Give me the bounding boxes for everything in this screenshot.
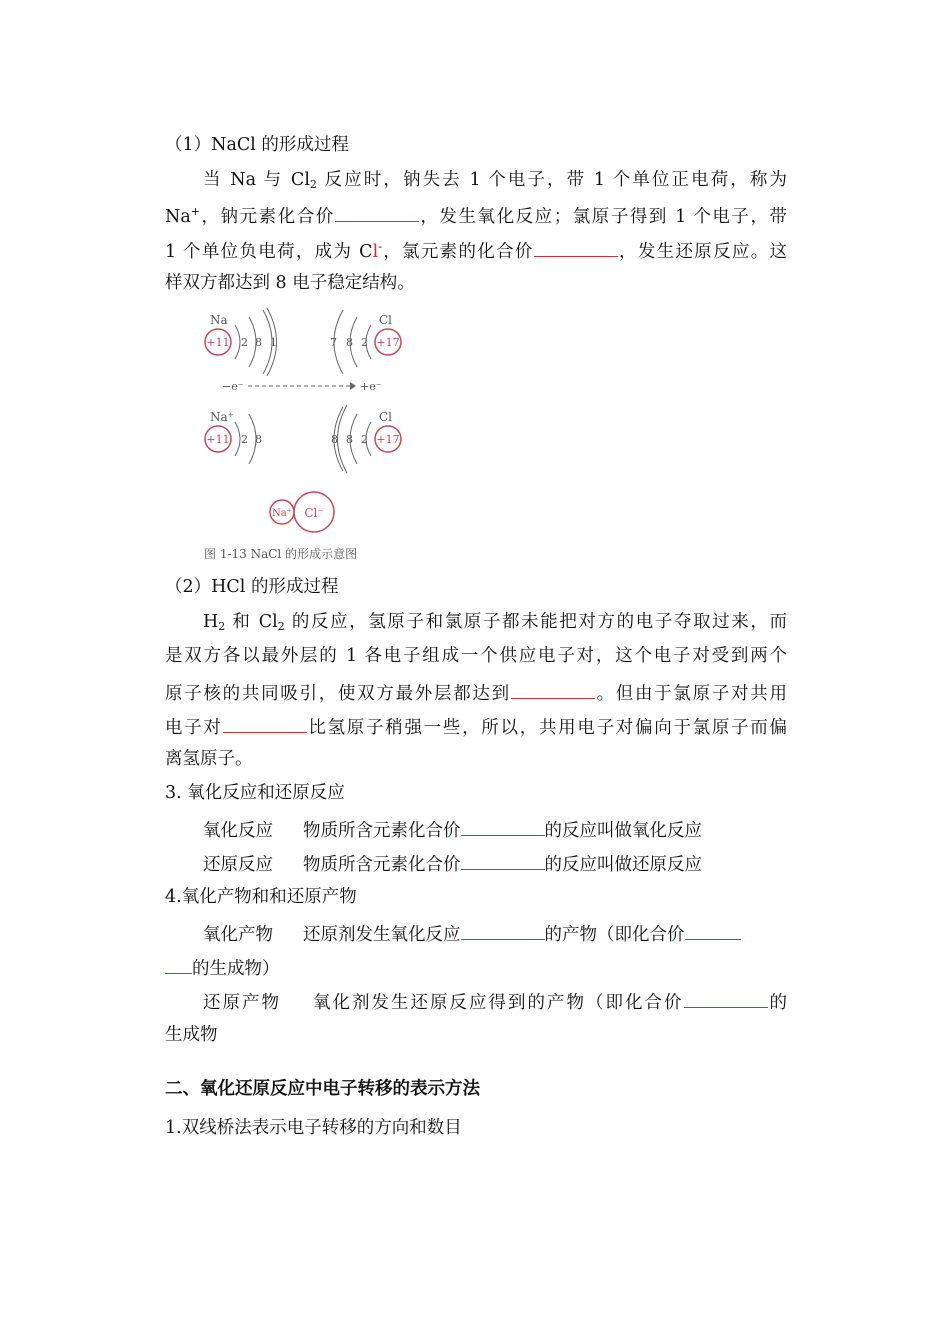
na-shell-3: 1 — [270, 336, 277, 349]
paragraph-line: 原子核的共同吸引，使双方最外层都达到 。但由于氯原子对共用 — [165, 680, 787, 705]
section-heading-redox: 3. 氧化反应和还原反应 — [165, 783, 345, 803]
paragraph-line: 电子对 比氢原子稍强一些，所以，共用电子对偏向于氯原子而偏 — [165, 714, 787, 739]
na-shell-2: 8 — [255, 336, 262, 349]
paragraph-line: 离氢原子。 — [165, 749, 253, 769]
transfer-arrow-head — [350, 382, 356, 390]
na-shell-1: 2 — [241, 336, 248, 349]
definition-line: 还原反应 物质所含元素化合价 的反应叫做还原反应 — [203, 851, 787, 876]
section-heading-hcl: （2）HCl 的形成过程 — [165, 577, 339, 597]
na-ion-label: Na⁺ — [210, 410, 234, 424]
paragraph-line: 样双方都达到 8 电子稳定结构。 — [165, 273, 415, 293]
definition-line: 氧化反应 物质所含元素化合价 的反应叫做氧化反应 — [203, 817, 787, 842]
definition-line: 还原产物 氧化剂发生还原反应得到的产物（即化合价 的 — [203, 989, 787, 1014]
na-ion-shell-1: 2 — [241, 433, 248, 446]
paragraph-line: 当 Na 与 $Cl_2$ 反应时，钠失去 1 个电子，带 1 个单位正电荷，称为 — [203, 170, 787, 191]
fill-blank[interactable] — [534, 238, 618, 257]
fill-blank[interactable] — [685, 921, 741, 940]
na-ion-shell-2: 8 — [255, 433, 262, 446]
definition-line: 的生成物） — [165, 955, 787, 980]
section-heading-nacl: （1）NaCl 的形成过程 — [165, 135, 349, 155]
na-nucleus: +11 — [206, 336, 230, 349]
fill-blank[interactable] — [223, 714, 307, 733]
fill-blank[interactable] — [335, 203, 419, 222]
cl-nucleus: +17 — [376, 336, 400, 349]
paragraph-line: 1 个单位负电荷，成为 Cl-，氯元素的化合价 ，发生还原反应。这 — [165, 240, 788, 262]
paragraph-line: $H_2$ 和 $Cl_2$ 的反应，氢原子和氯原子都未能把对方的电子夺取过来，而 — [203, 612, 787, 633]
paragraph-line: 是双方各以最外层的 1 各电子组成一个供应电子对，这个电子对受到两个 — [165, 646, 787, 666]
fill-blank[interactable] — [165, 955, 192, 974]
figure-caption: 图 1-13 NaCl 的形成示意图 — [204, 547, 358, 561]
fill-blank[interactable] — [461, 817, 545, 836]
fill-blank[interactable] — [461, 921, 545, 940]
nacl-formation-diagram — [198, 305, 418, 565]
cl-shell-1: 7 — [330, 336, 337, 349]
ion-pair-na: Na⁺ — [272, 508, 292, 519]
cl-ion-shell-2: 8 — [346, 433, 353, 446]
cl-shell-2: 8 — [346, 336, 353, 349]
fill-blank[interactable] — [684, 989, 768, 1008]
cl-ion-shell-3: 2 — [361, 433, 368, 446]
fill-blank[interactable] — [511, 680, 595, 699]
na-label: Na — [210, 313, 228, 327]
cl-label: Cl — [379, 313, 393, 327]
definition-line: 生成物 — [165, 1025, 218, 1045]
fill-blank[interactable] — [461, 851, 545, 870]
section-heading-products: 4.氧化产物和和还原产物 — [165, 887, 357, 907]
definition-line: 氧化产物 还原剂发生氧化反应 的产物（即化合价 — [203, 921, 787, 946]
paragraph-line: Na+，钠元素化合价 ，发生氧化反应；氯原子得到 1 个电子，带 — [165, 205, 788, 227]
part-two-heading: 二、氧化还原反应中电子转移的表示方法 — [165, 1079, 480, 1099]
na-ion-nucleus: +11 — [206, 433, 230, 446]
cl-ion-label: Cl — [379, 410, 393, 424]
cl-ion-nucleus: +17 — [376, 433, 400, 446]
ion-pair-cl: Cl⁻ — [304, 506, 324, 520]
left-charge: −e⁻ — [222, 380, 244, 393]
right-charge: +e⁻ — [360, 380, 382, 393]
cl-ion-shell-1: 8 — [331, 433, 338, 446]
list-item: 1.双线桥法表示电子转移的方向和数目 — [165, 1118, 462, 1138]
cl-shell-3: 2 — [361, 336, 368, 349]
